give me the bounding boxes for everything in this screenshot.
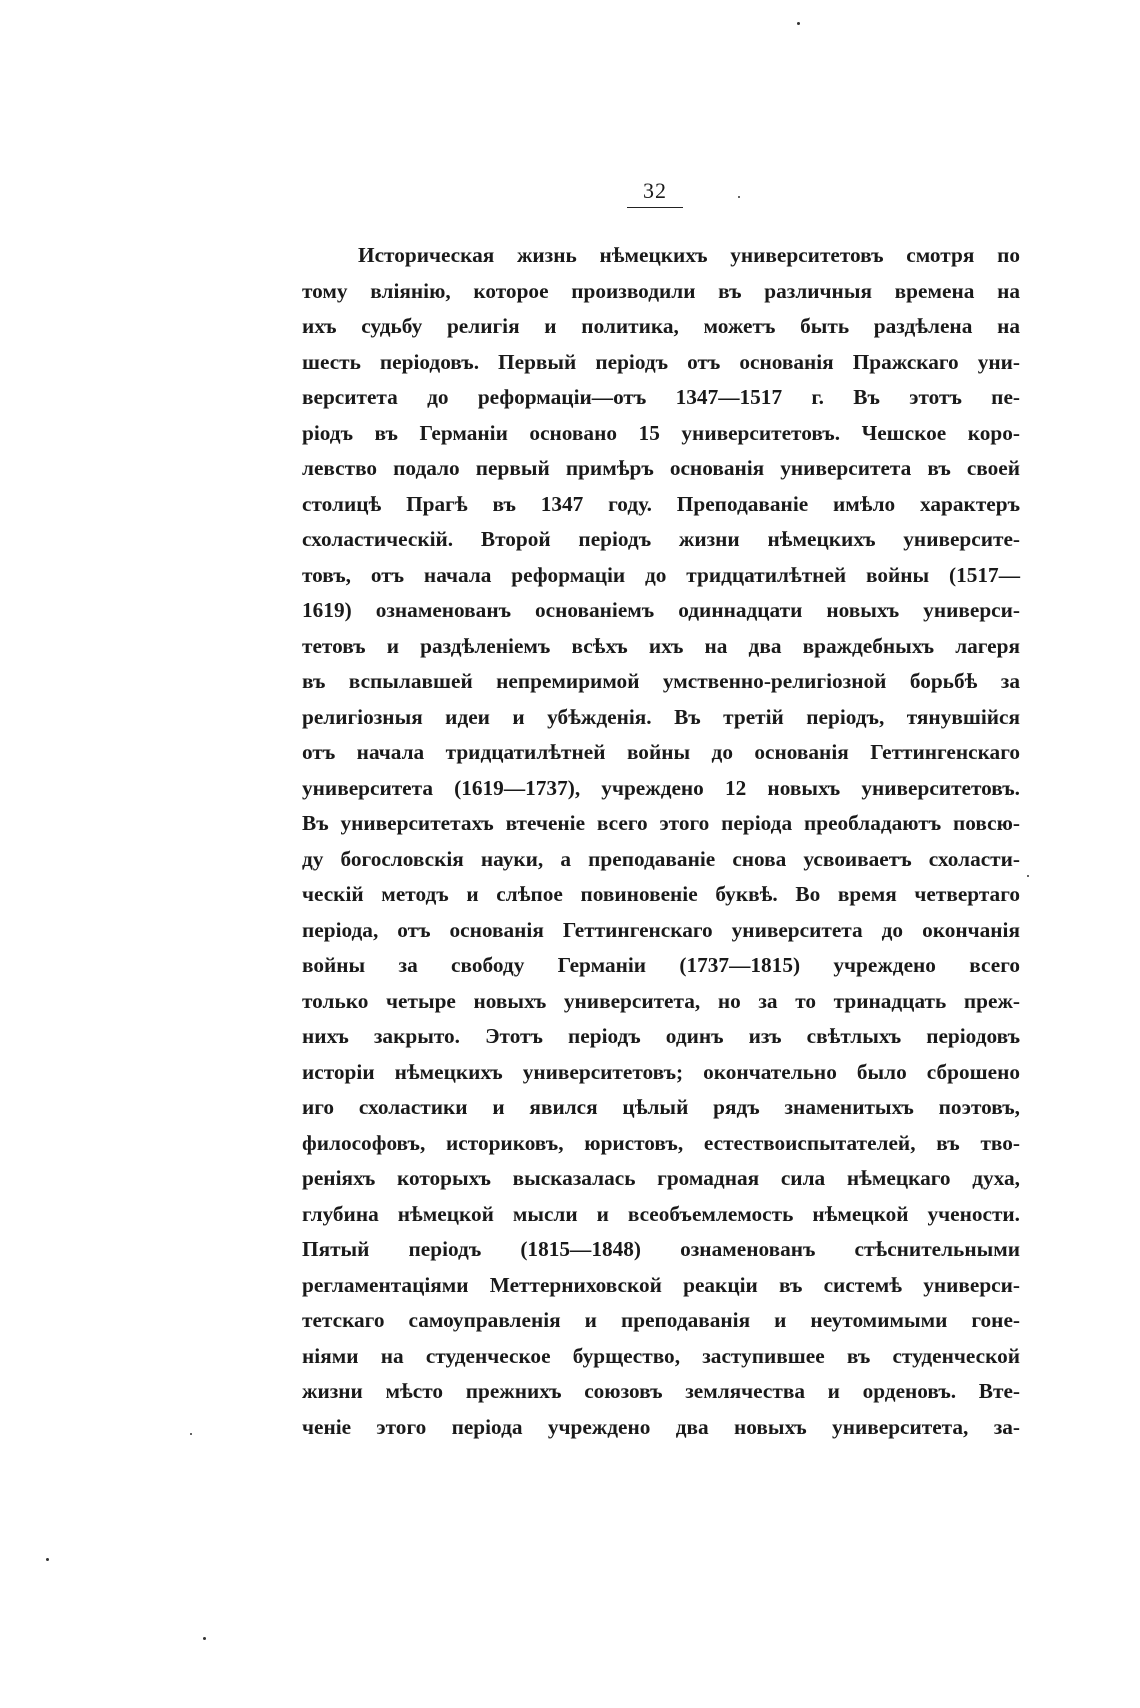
text-line: нихъ закрыто. Этотъ періодъ одинъ изъ свѣтлыхъ періодовъ: [302, 1024, 1020, 1048]
text-line: ческій методъ и слѣпое повиновеніе буквѣ. Во время четвертаго: [302, 882, 1020, 906]
text-line: религіозныя идеи и убѣжденія. Въ третій періодъ, тянувшійся: [302, 704, 1020, 729]
scan-speck: [738, 196, 740, 198]
scan-speck: [190, 1433, 192, 1435]
scan-speck: [797, 22, 800, 25]
text-line: тетовъ и раздѣленіемъ всѣхъ ихъ на два враждебныхъ лагеря: [302, 633, 1020, 658]
scan-speck: [203, 1637, 206, 1640]
scan-speck: [1027, 875, 1029, 877]
text-line: жизни мѣсто прежнихъ союзовъ землячества и орденовъ. Вте-: [302, 1379, 1020, 1403]
text-line: 1619) ознаменованъ основаніемъ одиннадцати новыхъ универси-: [302, 598, 1020, 622]
text-line: товъ, отъ начала реформаціи до тридцатилѣтней войны (1517—: [302, 562, 1020, 587]
text-line: регламентаціями Меттерниховской реакціи въ системѣ универси-: [302, 1272, 1020, 1297]
text-line: тетскаго самоуправленія и преподаванія и неутомимыми гоне-: [302, 1308, 1020, 1332]
text-line: левство подало первый примѣръ основанія университета въ своей: [302, 456, 1020, 480]
text-line: войны за свободу Германіи (1737—1815) учреждено всего: [302, 953, 1020, 977]
text-line: Пятый періодъ (1815—1848) ознаменованъ стѣснительными: [302, 1237, 1020, 1261]
text-line: Въ университетахъ втеченіе всего этого періода преобладаютъ повсю-: [302, 811, 1020, 835]
scan-speck: [46, 1558, 49, 1561]
text-line: иго схоластики и явился цѣлый рядъ знаменитыхъ поэтовъ,: [302, 1095, 1020, 1119]
text-line: философовъ, историковъ, юристовъ, естествоиспытателей, въ тво-: [302, 1130, 1020, 1155]
text-line: ченіе этого періода учреждено два новыхъ университета, за-: [302, 1414, 1020, 1439]
text-line: въ вспылавшей непремиримой умственно-религіозной борьбѣ за: [302, 669, 1020, 693]
text-line: ніями на студенческое бурщество, заступившее въ студенческой: [302, 1343, 1020, 1368]
text-line: исторіи нѣмецкихъ университетовъ; окончательно было сброшено: [302, 1059, 1020, 1084]
text-line: университета (1619—1737), учреждено 12 новыхъ университетовъ.: [302, 775, 1020, 800]
text-line: отъ начала тридцатилѣтней войны до основанія Геттингенскаго: [302, 740, 1020, 764]
text-line: ду богословскія науки, а преподаваніе снова усвоиваетъ схоласти-: [302, 846, 1020, 871]
text-line: верситета до реформаціи—отъ 1347—1517 г. Въ этотъ пе-: [302, 385, 1020, 409]
text-line: столицѣ Прагѣ въ 1347 году. Преподаваніе имѣло характеръ: [302, 491, 1020, 516]
page-number-rule: [627, 207, 683, 208]
text-line: ихъ судьбу религія и политика, можетъ быть раздѣлена на: [302, 314, 1020, 338]
text-line: глубина нѣмецкой мысли и всеобъемлемость нѣмецкой учености.: [302, 1201, 1020, 1226]
text-line: схоластическій. Второй періодъ жизни нѣмецкихъ университе-: [302, 527, 1020, 551]
text-line: тому вліянію, которое производили въ различныя времена на: [302, 278, 1020, 303]
text-line: періода, отъ основанія Геттингенскаго университета до окончанія: [302, 917, 1020, 942]
page-number: 32: [643, 178, 667, 203]
text-line: только четыре новыхъ университета, но за то тринадцать преж-: [302, 988, 1020, 1013]
text-line: реніяхъ которыхъ высказалась громадная сила нѣмецкаго духа,: [302, 1166, 1020, 1190]
text-line: Историческая жизнь нѣмецкихъ университетовъ смотря по: [358, 243, 1020, 267]
text-line: шесть періодовъ. Первый періодъ отъ основанія Пражскаго уни-: [302, 349, 1020, 374]
body-paragraph: [302, 238, 1020, 1445]
text-line: ріодъ въ Германіи основано 15 университетовъ. Чешское коро-: [302, 420, 1020, 445]
